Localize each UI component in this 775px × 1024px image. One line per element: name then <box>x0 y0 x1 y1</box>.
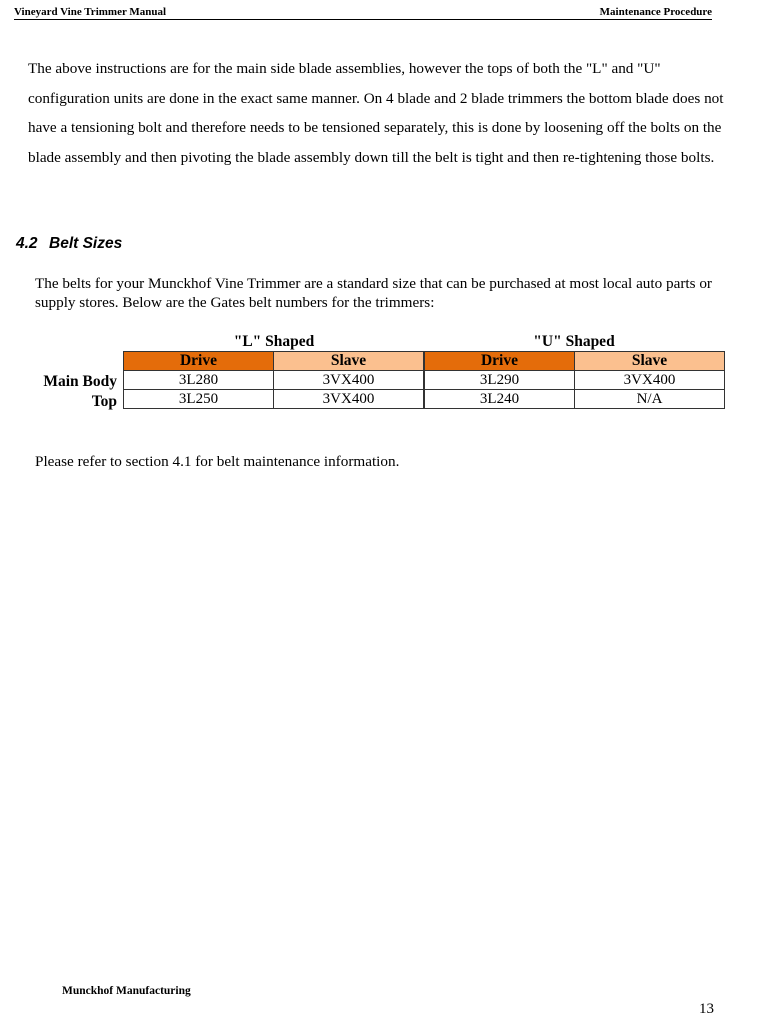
section-heading <box>16 234 122 254</box>
table-cell: N/A <box>575 390 725 409</box>
table-cell: 3VX400 <box>274 390 425 409</box>
table-cell: 3VX400 <box>274 371 425 390</box>
table-cell: 3L240 <box>424 390 575 409</box>
column-header-l-drive: Drive <box>124 352 274 371</box>
belt-table <box>123 351 725 409</box>
column-header-l-slave: Slave <box>274 352 425 371</box>
group-header-u-shaped: "U" Shaped <box>533 333 615 350</box>
header-section-name: Maintenance Procedure <box>599 6 712 18</box>
refer-paragraph: Please refer to section 4.1 for belt maintenance information. <box>35 453 400 470</box>
table-cell: 3VX400 <box>575 371 725 390</box>
table-cell: 3L290 <box>424 371 575 390</box>
table-cell: 3L250 <box>124 390 274 409</box>
section-number: 4.2 <box>16 235 38 252</box>
table-row <box>124 390 725 409</box>
column-header-u-slave: Slave <box>575 352 725 371</box>
footer-company: Munckhof Manufacturing <box>62 985 191 997</box>
row-label-main-body: Main Body <box>43 373 117 390</box>
group-header-l-shaped: "L" Shaped <box>233 333 315 350</box>
section-title: Belt Sizes <box>49 235 123 252</box>
table-cell: 3L280 <box>124 371 274 390</box>
page-number: 13 <box>699 1001 714 1017</box>
page-header <box>14 5 712 20</box>
table-row <box>124 371 725 390</box>
lead-paragraph: The belts for your Munckhof Vine Trimmer are a standard size that can be purchased at most local auto parts or supply stores. Below are the Gates belt numbers for the trimmers: <box>35 275 712 311</box>
header-manual-title: Vineyard Vine Trimmer Manual <box>14 6 167 18</box>
table-header-row <box>124 352 725 371</box>
row-label-top: Top <box>91 393 117 410</box>
column-header-u-drive: Drive <box>424 352 575 371</box>
intro-paragraph: The above instructions are for the main side blade assemblies, however the tops of both the "L" and "U" configuration units are done in the exact same manner. On 4 blade and 2 blade trimmers the bottom blade does not have a tensioning bolt and therefore needs to be tensioned separately, this is done by loosening off the bolts on the blade assembly and then pivoting the blade assembly down till the belt is tight and then re-tightening those bolts. <box>28 60 724 166</box>
